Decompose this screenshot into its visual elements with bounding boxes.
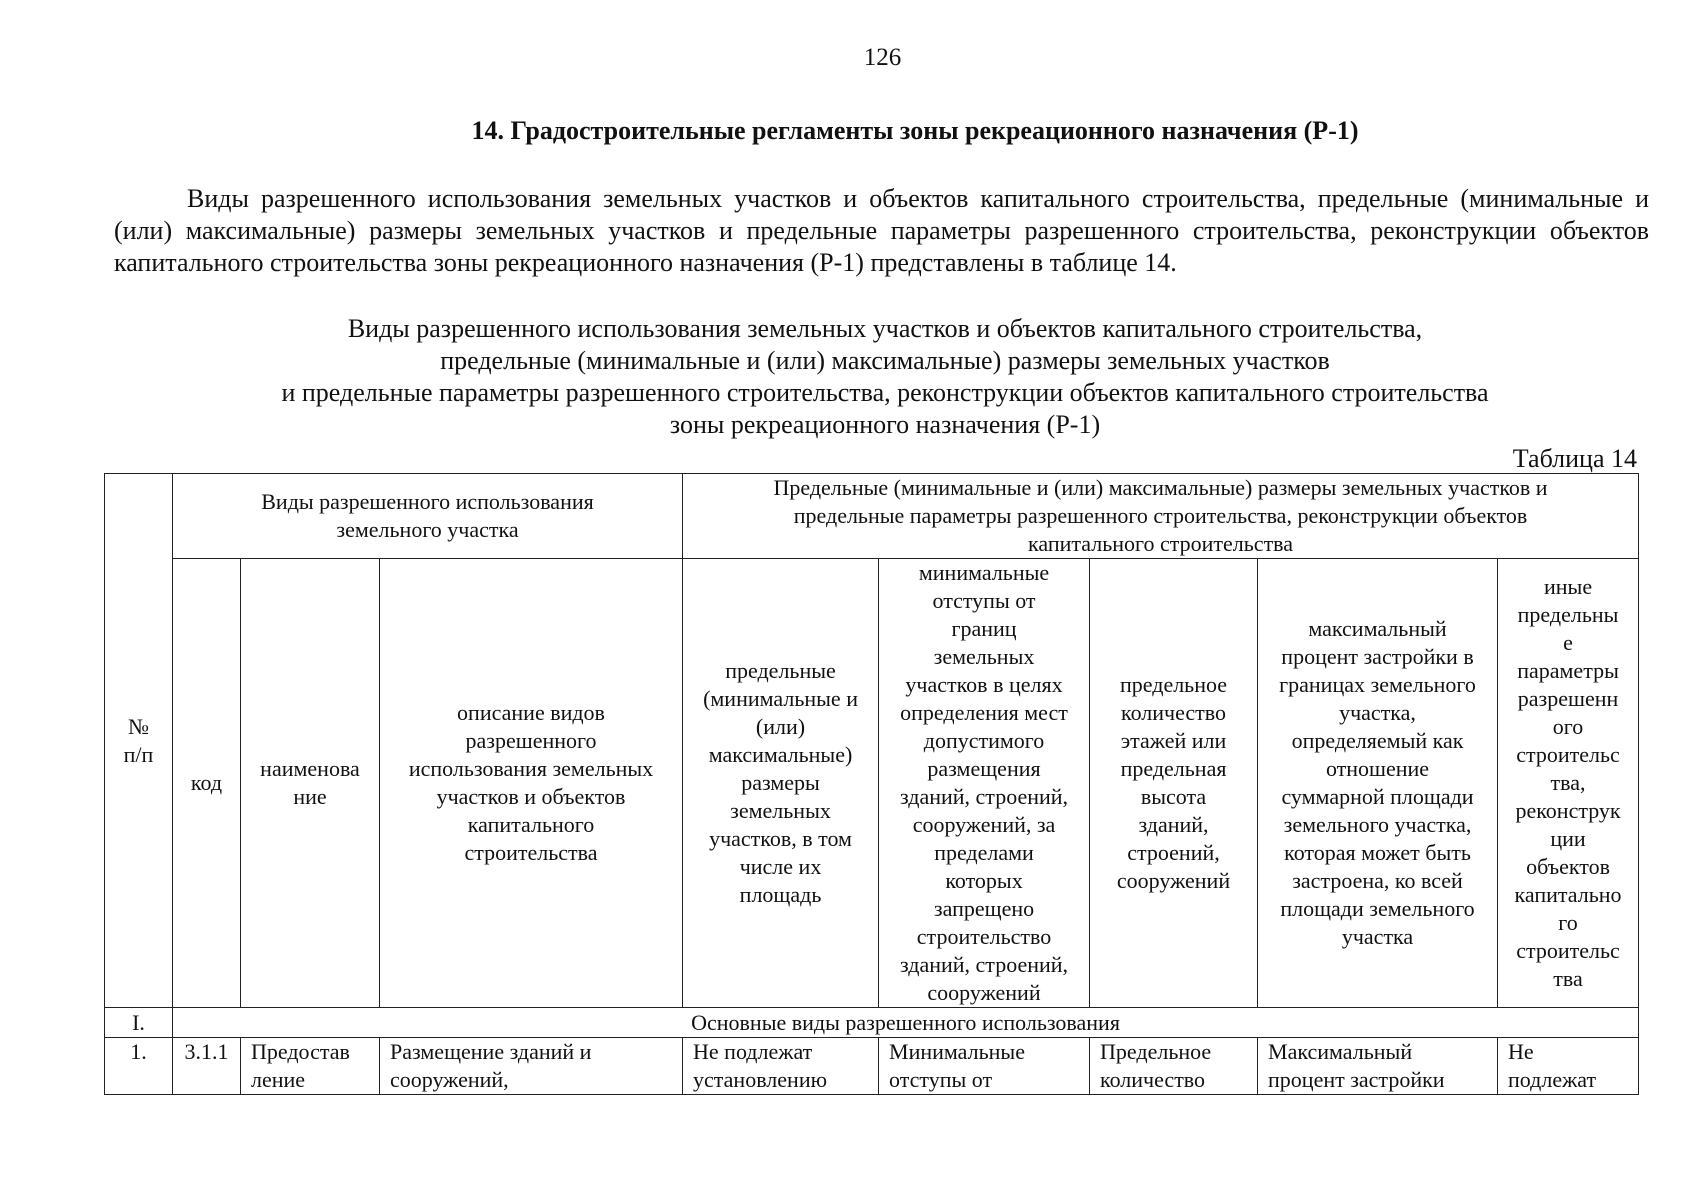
text-line: Не [1508, 1039, 1534, 1064]
text-line: Не подлежат [693, 1039, 813, 1064]
text-line: участка [1341, 924, 1414, 949]
section-title-cell: Основные виды разрешенного использования [173, 1008, 1639, 1038]
text-line: описание видов [457, 700, 605, 725]
text-line: е [1563, 630, 1573, 655]
text-line: (или) [755, 714, 806, 739]
text-line: Размещение зданий и [390, 1039, 592, 1064]
header-other-params [1498, 559, 1639, 1008]
text-line: код [190, 770, 223, 795]
row-build-percent [1258, 1038, 1498, 1095]
text-line: предельное [1120, 672, 1228, 697]
caption-line: Виды разрешенного использования земельных участков и объектов капитального строительства, [347, 314, 1423, 343]
text-line: Виды разрешенного использования [261, 489, 594, 514]
text-line: п/п [123, 741, 154, 767]
text-line: определяемый как [1291, 728, 1464, 753]
text-line: использования земельных [408, 756, 654, 781]
text-line: размеры [741, 770, 820, 795]
text-line: ции [1550, 826, 1586, 851]
text-line: земельных [933, 644, 1035, 669]
text-line: земельных [730, 798, 831, 823]
row-setback [879, 1038, 1090, 1095]
row-name [241, 1038, 380, 1095]
text-line: минимальные [918, 560, 1050, 585]
text-line: площади земельного [1280, 896, 1475, 921]
text-line: тва [1553, 966, 1583, 991]
row-description [380, 1038, 683, 1095]
text-line: реконструк [1515, 798, 1621, 823]
text-line: размещения [927, 756, 1041, 781]
text-line: предельные параметры разрешенного строительства, реконструкции объектов [793, 503, 1528, 528]
text-line: процент застройки [1268, 1067, 1445, 1092]
regulations-table [104, 473, 1639, 1095]
text-line: количество [1100, 1067, 1206, 1092]
text-line: ление [251, 1067, 306, 1092]
text-line: капитального строительства [1028, 531, 1294, 556]
text-line: площадь [739, 882, 822, 907]
text-line: строительс [1516, 742, 1620, 767]
section-row [105, 1008, 1639, 1038]
text-line: земельного участка [336, 517, 519, 542]
section-title: 14. Градостроительные регламенты зоны рекреационного назначения (Р-1) [471, 116, 1359, 145]
table-row [105, 1038, 1639, 1095]
text-line: зданий, строений, [899, 952, 1069, 977]
text-line: застроена, ко всей [1292, 868, 1463, 893]
text-line: (минимальные и [703, 686, 858, 711]
text-line: отношение [1325, 756, 1430, 781]
text-line: ние [293, 784, 327, 809]
text-line: максимальный [1308, 616, 1447, 641]
table-label: Таблица 14 [1512, 444, 1637, 473]
header-plot-size [683, 559, 879, 1008]
text-line: № [128, 713, 149, 739]
header-build-percent [1258, 559, 1498, 1008]
header-usage-types [173, 474, 683, 559]
text-line: участков в целях [905, 672, 1063, 697]
text-line: допустимого [923, 728, 1045, 753]
caption-line: зоны рекреационного назначения (Р-1) [669, 410, 1101, 439]
text-line: которых [945, 868, 1023, 893]
text-line: суммарной площади [1281, 784, 1474, 809]
header-num-cell [105, 474, 173, 1008]
intro-paragraph: Виды разрешенного использования земельных участков и объектов капитального строительства, предельные (минимальные и (или) максимальные) размеры земельных участков и предельные параметры разрешенного строительства, реконструкции объектов капитального строительства зоны рекреационного назначения (Р-1) представлены в таблице 14. [114, 184, 1649, 277]
text-line: капитального [467, 812, 595, 837]
text-line: разрешенн [1517, 686, 1619, 711]
text-line: границ [951, 616, 1017, 641]
text-line: сооружений, за [912, 812, 1056, 837]
text-line: тва, [1550, 770, 1586, 795]
text-line: строительство [916, 924, 1052, 949]
text-line: предельные [725, 658, 836, 683]
text-line: границах земельного [1279, 672, 1476, 697]
text-line: ого [1552, 714, 1584, 739]
text-line: объектов [1526, 854, 1610, 879]
text-line: предельны [1517, 602, 1619, 627]
header-name [241, 559, 380, 1008]
text-line: предельная [1120, 756, 1227, 781]
text-line: высота [1140, 784, 1207, 809]
header-limit-params [683, 474, 1639, 559]
header-code [173, 559, 241, 1008]
text-line: отступы от [889, 1067, 993, 1092]
section-num: I. [105, 1008, 173, 1038]
caption-line: и предельные параметры разрешенного строительства, реконструкции объектов капитального строительства [281, 378, 1489, 407]
text-line: которая может быть [1284, 840, 1471, 865]
text-line: процент застройки в [1281, 644, 1474, 669]
text-line: сооружений [1116, 868, 1231, 893]
text-line: наименова [260, 756, 360, 781]
header-setback [879, 559, 1090, 1008]
text-line: сооружений [927, 980, 1041, 1005]
text-line: числе их [739, 854, 822, 879]
text-line: го [1558, 910, 1578, 935]
text-line: участков и объектов [436, 784, 626, 809]
row-num: 1. [105, 1038, 173, 1095]
text-line: определения мест [900, 700, 1068, 725]
text-line: максимальные) [708, 742, 853, 767]
text-line: иные [1543, 574, 1593, 599]
caption-line: предельные (минимальные и (или) максимальные) размеры земельных участков [440, 346, 1330, 375]
text-line: этажей или [1120, 728, 1227, 753]
row-other-params [1498, 1038, 1639, 1095]
header-floors [1090, 559, 1258, 1008]
text-line: подлежат [1508, 1067, 1597, 1092]
text-line: строений, [1127, 840, 1220, 865]
text-line: участка, [1339, 700, 1416, 725]
text-line: установлению [693, 1067, 828, 1092]
text-line: сооружений, [390, 1067, 509, 1092]
text-line: разрешенного [465, 728, 597, 753]
header-description [380, 559, 683, 1008]
text-line: строительства [464, 840, 598, 865]
text-line: Предостав [251, 1039, 350, 1064]
text-line: зданий, [1138, 812, 1209, 837]
text-line: строительс [1516, 938, 1620, 963]
text-line: зданий, строений, [899, 784, 1069, 809]
text-line: отступы от [932, 588, 1036, 613]
table-caption [0, 313, 1697, 441]
row-plot-size [683, 1038, 879, 1095]
row-floors [1090, 1038, 1258, 1095]
text-line: участков, в том [709, 826, 852, 851]
page-number: 126 [863, 44, 902, 71]
text-line: Предельные (минимальные и (или) максимальные) размеры земельных участков и [773, 475, 1548, 500]
text-line: Предельное [1100, 1039, 1212, 1064]
text-line: капитально [1514, 882, 1622, 907]
text-line: параметры [1517, 658, 1619, 683]
text-line: запрещено [933, 896, 1035, 921]
text-line: земельного участка, [1283, 812, 1472, 837]
text-line: Максимальный [1268, 1039, 1413, 1064]
row-code: 3.1.1 [173, 1038, 241, 1095]
text-line: количество [1121, 700, 1227, 725]
text-line: пределами [934, 840, 1034, 865]
text-line: Минимальные [889, 1039, 1025, 1064]
